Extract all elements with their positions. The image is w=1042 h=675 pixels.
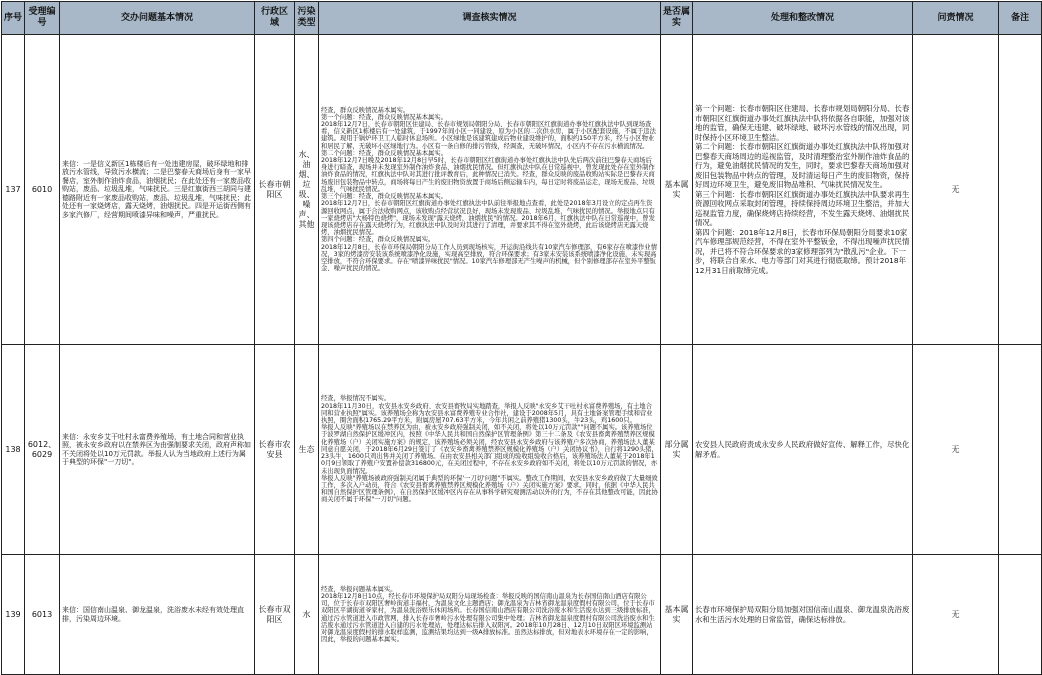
row-handling: 长春市环境保护局双阳分局加强对国信南山温泉、御龙温泉洗浴废水和生活污水处理的日常监管，确保达标排放。 (693, 555, 913, 675)
row-issue: 来信：国信南山温泉、御龙温泉，洗浴废水未经有效处理直排，污染周边环境。 (60, 555, 255, 675)
row-region: 长春市农安县 (255, 345, 295, 555)
row-issue: 来信：永安乡艾干吐村永富费养殖场，有土地合同和营业执照，被永安乡政府以在禁养区为由强制要求关闭，政府声称如不关闭将处以10万元罚款。举报人认为当地政府上述行为属于典型的环保"一刀切"。 (60, 345, 255, 555)
row-pollution: 水、油烟、垃圾、噪声、其他 (295, 35, 319, 345)
row-investigation: 经查，举报问题基本属实。 2018年12月8日10点，经长春市环境保护局双阳分局现场检查：举报反映的国信南山温泉为长春国信南山酒店有限公司，位于长春市双阳区奢岭街道丰福村，为温泉文化主题酒店；御龙温泉为吉林省御龙温泉度假村有限公司，位于长春市双阳区平湖街道爷家村，为温泉洗浴娱乐休闲场所。长春国信南山酒店有限公司洗浴废水和生活废水达到三级排放标准，通过污水管道进入市政管网，排入长春市奢岭污水处理有限公司集中处理；吉林省御龙温泉度假村有限公司洗浴废水和生活废水通过污水管道进入自建的污水处理站，处理达标后排入双阳河。2018年10月28日、12月10日双阳区环境监测站对御龙温泉度假村的排水取样监测，监测结果均达到一级A排放标准。虽然达标排放，但对地表水环境存在一定的影响，因此，举报的问题基本属实。 (319, 555, 661, 675)
header-issue: 交办问题基本情况 (60, 2, 255, 35)
row-handling: 第一个问题：长春市朝阳区住建局、长春市规划局朝阳分局、长春市朝阳区红旗街道办事处红旗执法中队将依据各自职能，加强对该地的监管，确保无违建、破坏绿地、破坏污水管线的情况出现，同时保持小区环境卫生整洁。 第二个问题：长春市朝阳区红旗街道办事处红旗执法中队将加强对巴黎春天商场周边的巡视监管，及时清理整治室外制作油炸食品的行为，避免油烟扰民情况的发生，同时，要求巴黎春天商场加强对废旧包装物品中转点的管理，及时清运每日产生的废旧物资，保持好周边环境卫生，避免废旧物品堆积、气味扰民情况发生。 第三个问题：长春市朝阳区红旗街道办事处红旗执法中队要求再生资源回收网点采取封闭管理，持续保持周边环境卫生整洁，并加大巡视监管力度，确保烧烤店持续经营，不发生露天烧烤、油烟扰民情况。 第四个问题：2018年12月8日，长春市环保局朝阳分局要求10家汽车修理部规范经营，不得在室外平整钣金，不得出现噪声扰民情况，并已将不符合环保要求的3家修理部列为"散乱污"企业。下一步，将联合自来水、电力等部门对其进行彻底取缔。预计2018年12月31日前取缔完成。 (693, 35, 913, 345)
row-region: 长春市双阳区 (255, 555, 295, 675)
row-investigation: 经查，举报情况不属实。 2018年11月30日，农安县永安乡政府、农安县畜牧局实地踏查，举报人反映"永安乡艾干吐村永富费养殖场，有土地合同和营业执照"属实。该养殖场全称为农安县永富费养殖专业合作社，建设于2008年5月，具有土地备案管理手续和营业执照，圈舍面积1765.29平方米，附属房屋707.63平方米，今年共闲之前养殖猪1300头，牛23头，鸡1600只。 举报人反映"养殖场以在禁养区为由，被永安乡政府强制关闭，如不关闭，将处以10万元罚款""问题不属实。该养殖场位于波罗湖自然保护区缓冲区内，按照《中华人民共和国自然保护区管理条例》第三十二条及《农安县畜禽养殖禁养区规模化养殖场（户）关闭实施方案》的规定，该养殖场必须关闭，经农安县永安乡政府与该养殖户多次协商，养殖场法人董某同意自愿关闭，于2018年6月29日签订了《农安乡畜禽养殖禁养区规模化养殖场（户）关闭协议书》，自行将1290头猪，23头牛，1600只鸡出售并关闭了养殖场。在由农安县相关部门组成的验收组验收合格后，该养殖场法人董某于2018年10月9日领取了养殖户安置补偿款316800元，在关闭过程中，不存在永安乡政府如不关闭，将处以10万元罚款的情况，亦未出现负面情况。 举报人反映"养殖场被政府强制关闭属于典型的环保'一刀切'问题"不属实。整改工作期间，农安县永安乡政府做了大量细致工作，多次入户动员，符合《农安县畜禽养殖禁养区规模化养殖场（户）关闭实施方案》要求。同时，依据《中华人民共和国自然保护区管理条例》，在自然保护区缓冲区内存在从事科学研究观测活动以外的行为，不存在其他整改可能，因此协商关闭不属于环保"一刀切"问题。 (319, 345, 661, 555)
row-investigation: 经查，群众反映情况基本属实。 第一个问题：经查，群众反映情况基本属实。 2018年12月7日，长春市朝阳区住建局、长春市规划局朝阳分局、长春市朝阳区红旗街道办事处红旗执法中队到现场查看，信义新区1栋楼后有一处建筑，于1997年间小区一同建设，原为小区的二次供水房，属于小区配套设施，不属于违法建筑。现用于锅炉环卫工人临时休息场所。小区绿地是该建筑建成后物业建设维护的，面积约150平方米，经与小区物业和居民了解，无破坏小区绿地行为。小区有一条自修的排污管线，经调查，无破坏情况，小区内不存在污水横流情况。 第二个问题：经查，群众反映情况基本属实。 2018年12月7日晚及2018年12月8日早5时，长春市朝阳区红旗街道办事处红旗执法中队先后两次前往巴黎春天商场后身进行暗查，现场并未发现室外制作油炸食品、油烟扰民情况。但红旗执法中队在日常巡视中，曾发现此处存在室外制作油炸食品的情况，红旗执法中队对其进行批评教育后，此种情况已消失。经查，群众反映的废品收购站实际是巴黎春天商场废旧包装物品中转点，商场将每日产生的废旧物资放置于商场后侧运输车内，每日定时将废品运走，现场无废品、垃圾乱堆，气味扰民情况。 第三个问题：经查，群众反映情况基本属实。 2018年12月7日，长春市朝阳区红旗街道办事处红旗执法中队前往举报地点查看，此处是2018年3月设立的定点再生资源回收网点，属于合法收购网点，该收购点经营状况良好，现场未发现废品、垃圾乱堆，气味扰民的情况。举报地点只有一家烧烤店"大杨特色烧烤"，现场未发现"露天烧烤，油烟扰民"的情况。2018年6月，红旗执法中队在日常巡视中，曾发现该烧烤店存在露天烧烤行为，红旗执法中队及时对其进行了清理，并要求其不得在室外烧烤，此后该烧烤店无露天烧烤，油烟扰民情况。 第四个问题：经查，群众反映情况属实。 2018年12月8日，长春市环保局朝阳分局工作人员到现场核实，开运街沿线共有10家汽车修理部，有6家存在喷漆作业情况，3家的烤漆房安装该系统喷漆净化设施，实现高空排放，符合环保要求；有3家未安装该系统喷漆净化设施，未实现高空排放，不符合环保要求。存在"喷漆异味扰民"情况。10家汽车修理部无产生噪声的机械，但个别修理部存在室外平整钣金、噪声扰民的情况。 (319, 35, 661, 345)
row-verified: 基本属实 (661, 555, 693, 675)
header-id: 受理编号 (25, 2, 60, 35)
row-issue: 来信：一是信义新区1栋楼后有一处违建房屋，破坏绿地和排放污水管线，导致污水横流；二是巴黎春天商场后身有一家早餐店，室外制作油炸食品，油烟扰民；在此处还有一家废品收购站，废品、垃圾乱堆，气味扰民。三是红旗街西三胡同与建德路附近有一家废品收购站，废品、垃圾乱堆，气味扰民；此处还有一家烧烤店，露天烧烤，油烟扰民。四是开运街西侧有多家汽修厂，经营期间喷漆异味和噪声，严重扰民。 (60, 35, 255, 345)
row-accountability: 无 (913, 35, 999, 345)
row-accountability: 无 (913, 345, 999, 555)
header-verified: 是否属实 (661, 2, 693, 35)
complaint-table (1, 1, 1042, 675)
row-seq: 139 (2, 555, 25, 675)
row-verified: 基本属实 (661, 35, 693, 345)
row-remarks (999, 555, 1042, 675)
header-seq: 序号 (2, 2, 25, 35)
row-id: 6010 (25, 35, 60, 345)
table-row (2, 35, 1042, 345)
header-region: 行政区域 (255, 2, 295, 35)
row-remarks (999, 35, 1042, 345)
row-handling: 农安县人民政府责成永安乡人民政府做好宣传、解释工作，尽快化解矛盾。 (693, 345, 913, 555)
header-accountability: 问责情况 (913, 2, 999, 35)
row-pollution: 生态 (295, 345, 319, 555)
row-id: 6013 (25, 555, 60, 675)
row-seq: 138 (2, 345, 25, 555)
header-row (2, 2, 1042, 35)
header-handling: 处理和整改情况 (693, 2, 913, 35)
row-id: 6012、6029 (25, 345, 60, 555)
row-seq: 137 (2, 35, 25, 345)
row-verified: 部分属实 (661, 345, 693, 555)
row-remarks (999, 345, 1042, 555)
header-investigation: 调查核实情况 (319, 2, 661, 35)
header-pollution: 污染类型 (295, 2, 319, 35)
row-region: 长春市朝阳区 (255, 35, 295, 345)
header-remarks: 备注 (999, 2, 1042, 35)
row-pollution: 水 (295, 555, 319, 675)
table-row (2, 345, 1042, 555)
row-accountability: 无 (913, 555, 999, 675)
table-row (2, 555, 1042, 675)
